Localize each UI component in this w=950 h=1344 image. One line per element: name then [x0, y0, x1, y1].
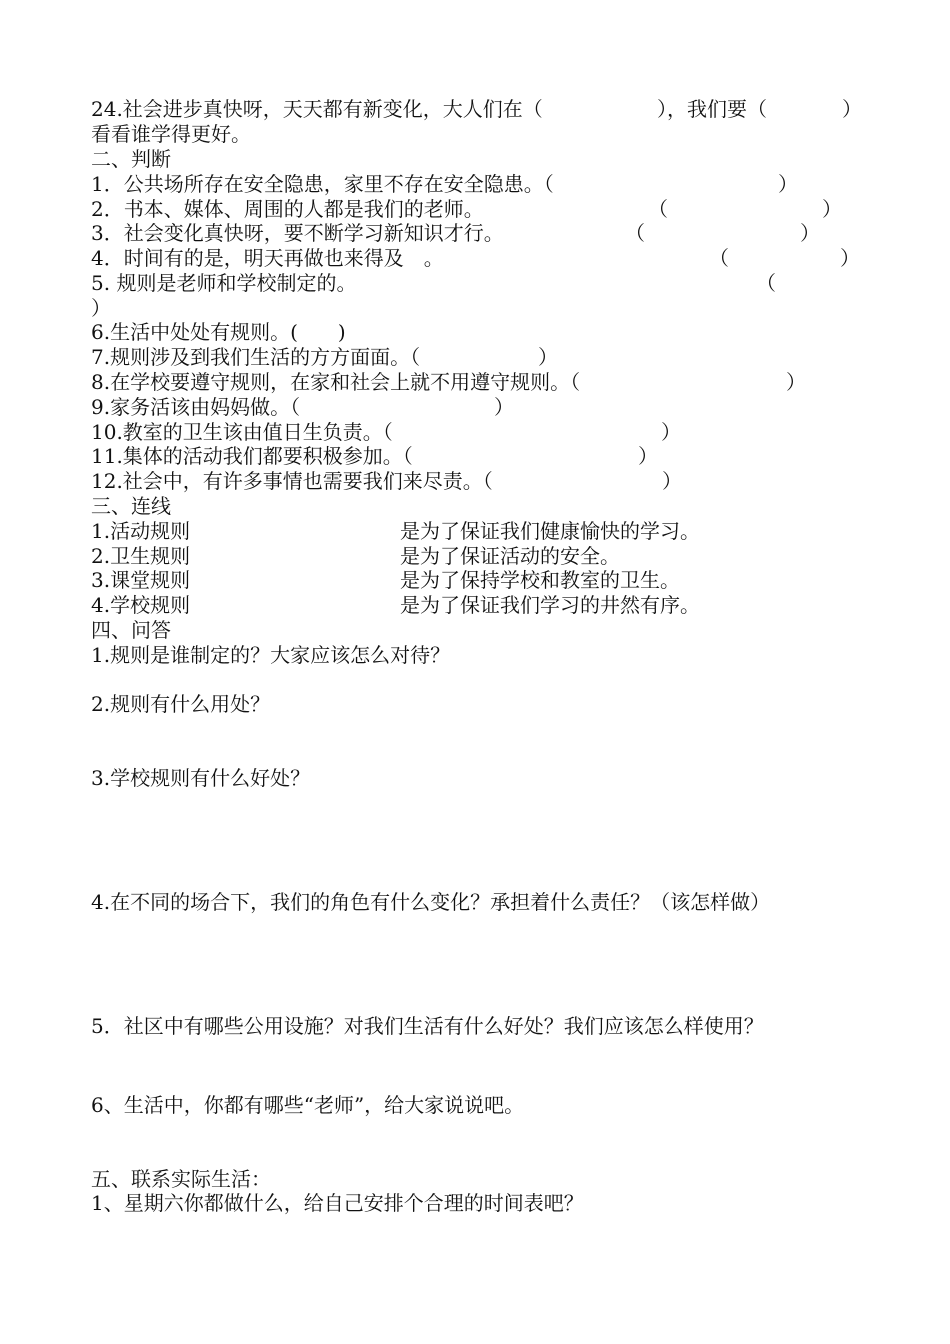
judge-item-5: 5. 规则是老师和学校制定的。: [91, 271, 357, 295]
judge-item-8: 8.在学校要遵守规则，在家和社会上就不用遵守规则。（: [91, 370, 581, 394]
qa-heading: 四、问答: [91, 618, 171, 642]
q24-line-2: 看看谁学得更好。: [91, 122, 251, 146]
q24-bracket-2: ）: [842, 97, 862, 121]
qa-item-4: 4.在不同的场合下，我们的角色有什么变化？承担着什么责任？（该怎样做）: [91, 890, 771, 914]
match-right-1: 是为了保证我们健康愉快的学习。: [400, 519, 700, 543]
judge-item-1: 1．公共场所存在安全隐患，家里不存在安全隐患。（: [91, 172, 554, 196]
qa-item-6: 6、生活中，你都有哪些“老师”，给大家说说吧。: [91, 1093, 525, 1117]
judge-item-8-close: ）: [786, 370, 806, 394]
judge-item-4-open: （: [709, 246, 729, 270]
judge-item-12: 12.社会中，有许多事情也需要我们来尽责。（: [91, 469, 493, 493]
match-heading: 三、连线: [91, 494, 171, 518]
judge-item-3-close: ）: [800, 221, 820, 245]
judge-item-9-close: ）: [494, 395, 514, 419]
judge-item-1-close: ）: [778, 172, 798, 196]
judge-item-2-close: ）: [822, 197, 842, 221]
judge-item-9: 9.家务活该由妈妈做。（: [91, 395, 301, 419]
judge-item-6: 6.生活中处处有规则。( ): [91, 320, 346, 344]
qa-item-3: 3.学校规则有什么好处？: [91, 766, 311, 790]
q24-text: 24.社会进步真快呀，天天都有新变化，大人们在（: [91, 97, 543, 121]
judge-item-4: 4．时间有的是，明天再做也来得及 。: [91, 246, 444, 270]
judge-item-3: 3．社会变化真快呀，要不断学习新知识才行。: [91, 221, 504, 245]
judge-item-11-close: ）: [638, 444, 658, 468]
judge-heading: 二、判断: [91, 147, 171, 171]
judge-item-3-open: （: [625, 221, 645, 245]
match-right-2: 是为了保证活动的安全。: [400, 544, 620, 568]
judge-item-12-close: ）: [662, 469, 682, 493]
judge-item-5-close: ）: [91, 296, 111, 320]
qa-item-5: 5．社区中有哪些公用设施？对我们生活有什么好处？我们应该怎么样使用？: [91, 1014, 764, 1038]
match-left-2: 2.卫生规则: [91, 544, 191, 568]
match-left-1: 1.活动规则: [91, 519, 191, 543]
match-left-3: 3.课堂规则: [91, 568, 191, 592]
judge-item-11: 11.集体的活动我们都要积极参加。（: [91, 444, 413, 468]
judge-item-2: 2．书本、媒体、周围的人都是我们的老师。: [91, 197, 484, 221]
qa-item-1: 1.规则是谁制定的？大家应该怎么对待？: [91, 643, 451, 667]
match-left-4: 4.学校规则: [91, 593, 191, 617]
qa-item-2: 2.规则有什么用处？: [91, 692, 271, 716]
judge-item-10-close: ）: [661, 420, 681, 444]
judge-item-2-open: （: [648, 197, 668, 221]
judge-item-4-close: ）: [840, 246, 860, 270]
judge-item-7-close: ）: [538, 345, 558, 369]
q24-bracket-1: ），我们要（: [657, 97, 767, 121]
match-right-4: 是为了保证我们学习的井然有序。: [400, 593, 700, 617]
practice-heading: 五、联系实际生活：: [91, 1167, 271, 1191]
q24-line-1: [91, 97, 543, 122]
judge-item-10: 10.教室的卫生该由值日生负责。（: [91, 420, 393, 444]
judge-item-5-open: （: [756, 271, 776, 295]
practice-item-1: 1、星期六你都做什么，给自己安排个合理的时间表吧？: [91, 1191, 584, 1215]
judge-item-7: 7.规则涉及到我们生活的方方面面。（: [91, 345, 421, 369]
match-right-3: 是为了保持学校和教室的卫生。: [400, 568, 680, 592]
